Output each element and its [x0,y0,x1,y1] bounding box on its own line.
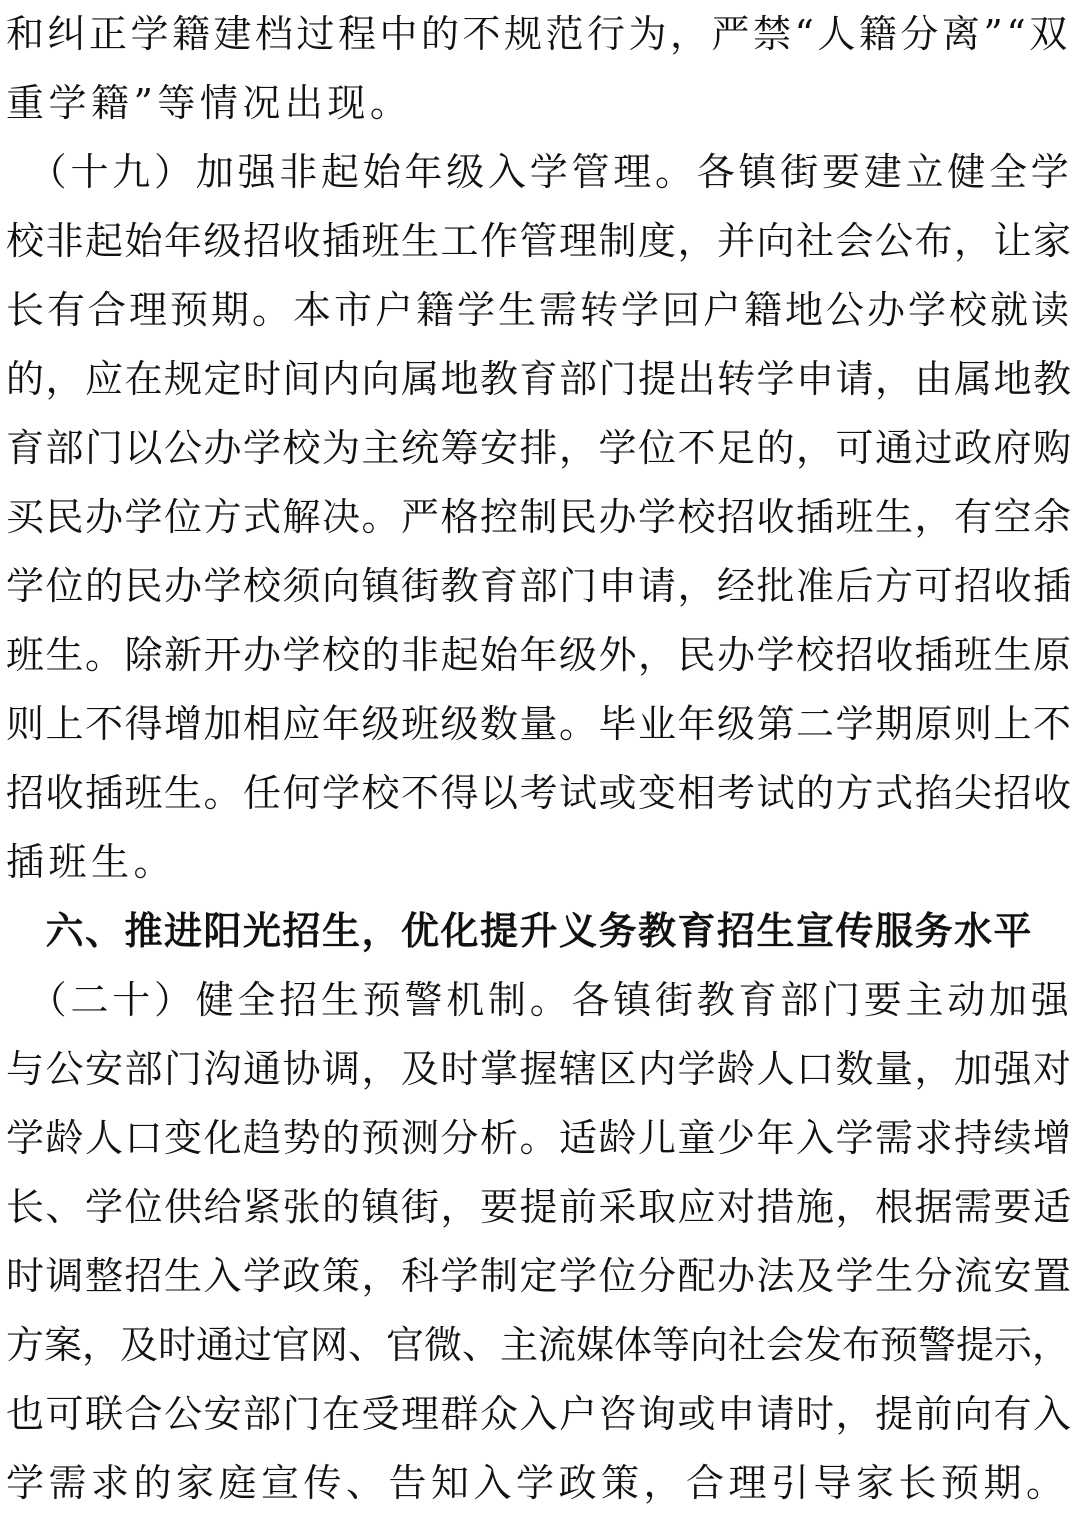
section-heading: 六、推进阳光招生，优化提升义务教育招生宣传服务水平 [6,909,1034,953]
text-line-2: 重学籍”等情况出现。 [6,81,413,125]
text-line-20: 方案，及时通过官网、官微、主流媒体等向社会发布预警提示， [6,1323,1071,1367]
text-line-19: 时调整招生入学政策，科学制定学位分配办法及学生分流安置 [6,1254,1073,1298]
text-line-6: 的，应在规定时间内向属地教育部门提出转学申请，由属地教 [6,357,1073,401]
document-page [6,0,1074,1518]
text-line-12: 招收插班生。任何学校不得以考试或变相考试的方式掐尖招收 [6,771,1073,815]
text-line-21: 也可联合公安部门在受理群众入户咨询或申请时，提前向有入 [6,1392,1073,1436]
text-line-10: 班生。除新开办学校的非起始年级外，民办学校招收插班生原 [6,633,1073,677]
text-line-17: 学龄人口变化趋势的预测分析。适龄儿童少年入学需求持续增 [6,1116,1073,1160]
text-line-8: 买民办学位方式解决。严格控制民办学校招收插班生，有空余 [6,495,1073,539]
text-line-18: 长、学位供给紧张的镇街，要提前采取应对措施，根据需要适 [6,1185,1073,1229]
text-line-1: 和纠正学籍建档过程中的不规范行为，严禁“人籍分离”“双 [6,12,1071,56]
text-line-9: 学位的民办学校须向镇街教育部门申请，经批准后方可招收插 [6,564,1073,608]
text-line-15: （二十）健全招生预警机制。各镇街教育部门要主动加强 [6,978,1073,1022]
text-line-4: 校非起始年级招收插班生工作管理制度，并向社会公布，让家 [6,219,1073,263]
text-line-3: （十九）加强非起始年级入学管理。各镇街要建立健全学 [6,150,1073,194]
text-line-16: 与公安部门沟通协调，及时掌握辖区内学龄人口数量，加强对 [6,1047,1073,1091]
text-line-22: 学需求的家庭宣传、告知入学政策，合理引导家长预期。 [6,1461,1069,1505]
text-line-5: 长有合理预期。本市户籍学生需转学回户籍地公办学校就读 [6,288,1073,332]
text-line-11: 则上不得增加相应年级班级数量。毕业年级第二学期原则上不 [6,702,1073,746]
text-line-7: 育部门以公办学校为主统筹安排，学位不足的，可通过政府购 [6,426,1073,470]
text-line-13: 插班生。 [6,840,177,884]
